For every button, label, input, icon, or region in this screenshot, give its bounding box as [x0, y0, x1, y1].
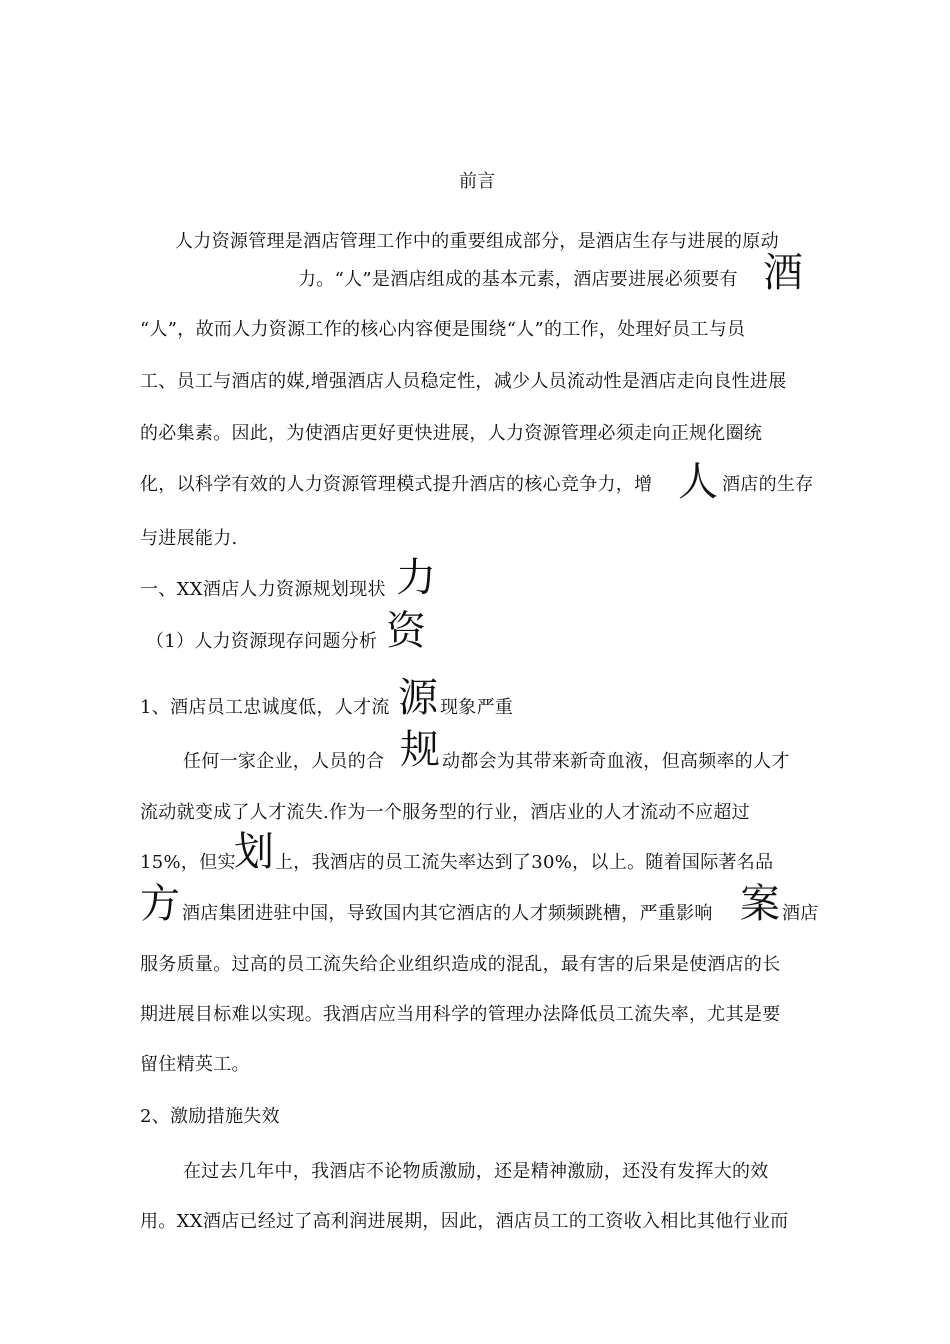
para1-line-1b: 动都会为其带来新奇血液，但高频率的人才 — [442, 751, 790, 772]
para1-line-6: 期进展目标难以实现。我酒店应当用科学的管理办法降低员工流失率，尤其是要 — [140, 1004, 781, 1025]
para1-line-2: 流动就变成了人才流失.作为一个服务型的行业，酒店业的人才流动不应超过 — [140, 802, 750, 823]
watermark-char-9: 案 — [740, 881, 780, 927]
watermark-char-1: 酒 — [763, 250, 803, 296]
para1-line-4a: 酒店集团进驻中国，导致国内其它酒店的人才频频跳槽，严重影响 — [182, 903, 713, 924]
heading-section-1: 一、XX酒店人力资源规划现状 — [140, 579, 386, 600]
para1-line-3a: 15%，但实 — [140, 852, 236, 873]
watermark-char-6: 规 — [400, 727, 440, 773]
watermark-char-7: 划 — [234, 829, 274, 875]
para1-line-1a: 任何一家企业，人员的合 — [183, 751, 385, 772]
intro-line-1: 人力资源管理是酒店管理工作中的重要组成部分，是酒店生存与进展的原动 — [175, 231, 779, 252]
heading-item-1b: 现象严重 — [440, 697, 514, 718]
heading-item-1a: 1、酒店员工忠诚度低，人才流 — [140, 697, 390, 718]
intro-line-6a: 化，以科学有效的人力资源管理模式提升酒店的核心竞争力，增 — [140, 474, 653, 495]
para2-line-1: 在过去几年中，我酒店不论物质激励，还是精神激励，还没有发挥大的效 — [183, 1161, 769, 1182]
intro-line-3: “人”，故而人力资源工作的核心内容便是围绕“人”的工作，处理好员工与员 — [140, 319, 746, 340]
para1-line-5: 服务质量。过高的员工流失给企业组织造成的混乱，最有害的后果是使酒店的长 — [140, 954, 781, 975]
watermark-char-8: 方 — [140, 881, 180, 927]
page-title: 前言 — [459, 171, 496, 192]
intro-line-6b: 酒店的生存 — [722, 474, 814, 495]
para1-line-4b: 酒店 — [782, 903, 819, 924]
para1-line-3b: 上，我酒店的员工流失率达到了30%，以上。随着国际著名品 — [275, 852, 774, 873]
watermark-char-2: 人 — [678, 459, 718, 505]
heading-item-2: 2、激励措施失效 — [140, 1106, 280, 1127]
intro-line-4: 工、员工与酒店的媒,增强酒店人员稳定性，减少人员流动性是酒店走向良性进展 — [140, 371, 787, 392]
para1-line-7: 留住精英工。 — [140, 1054, 250, 1075]
para2-line-2: 用。XX酒店已经过了高利润进展期，因此，酒店员工的工资收入相比其他行业而 — [140, 1211, 789, 1232]
intro-line-2: 力。“人”是酒店组成的基本元素，酒店要进展必须要有 — [298, 269, 738, 290]
watermark-char-5: 源 — [398, 675, 438, 721]
heading-subsection-1: （1）人力资源现存问题分析 — [146, 631, 378, 652]
intro-line-7: 与进展能力. — [140, 528, 238, 549]
intro-line-5: 的必集素。因此，为使酒店更好更快进展，人力资源管理必须走向正规化圈统 — [140, 423, 763, 444]
watermark-char-4: 资 — [386, 608, 426, 654]
watermark-char-3: 力 — [396, 555, 436, 601]
